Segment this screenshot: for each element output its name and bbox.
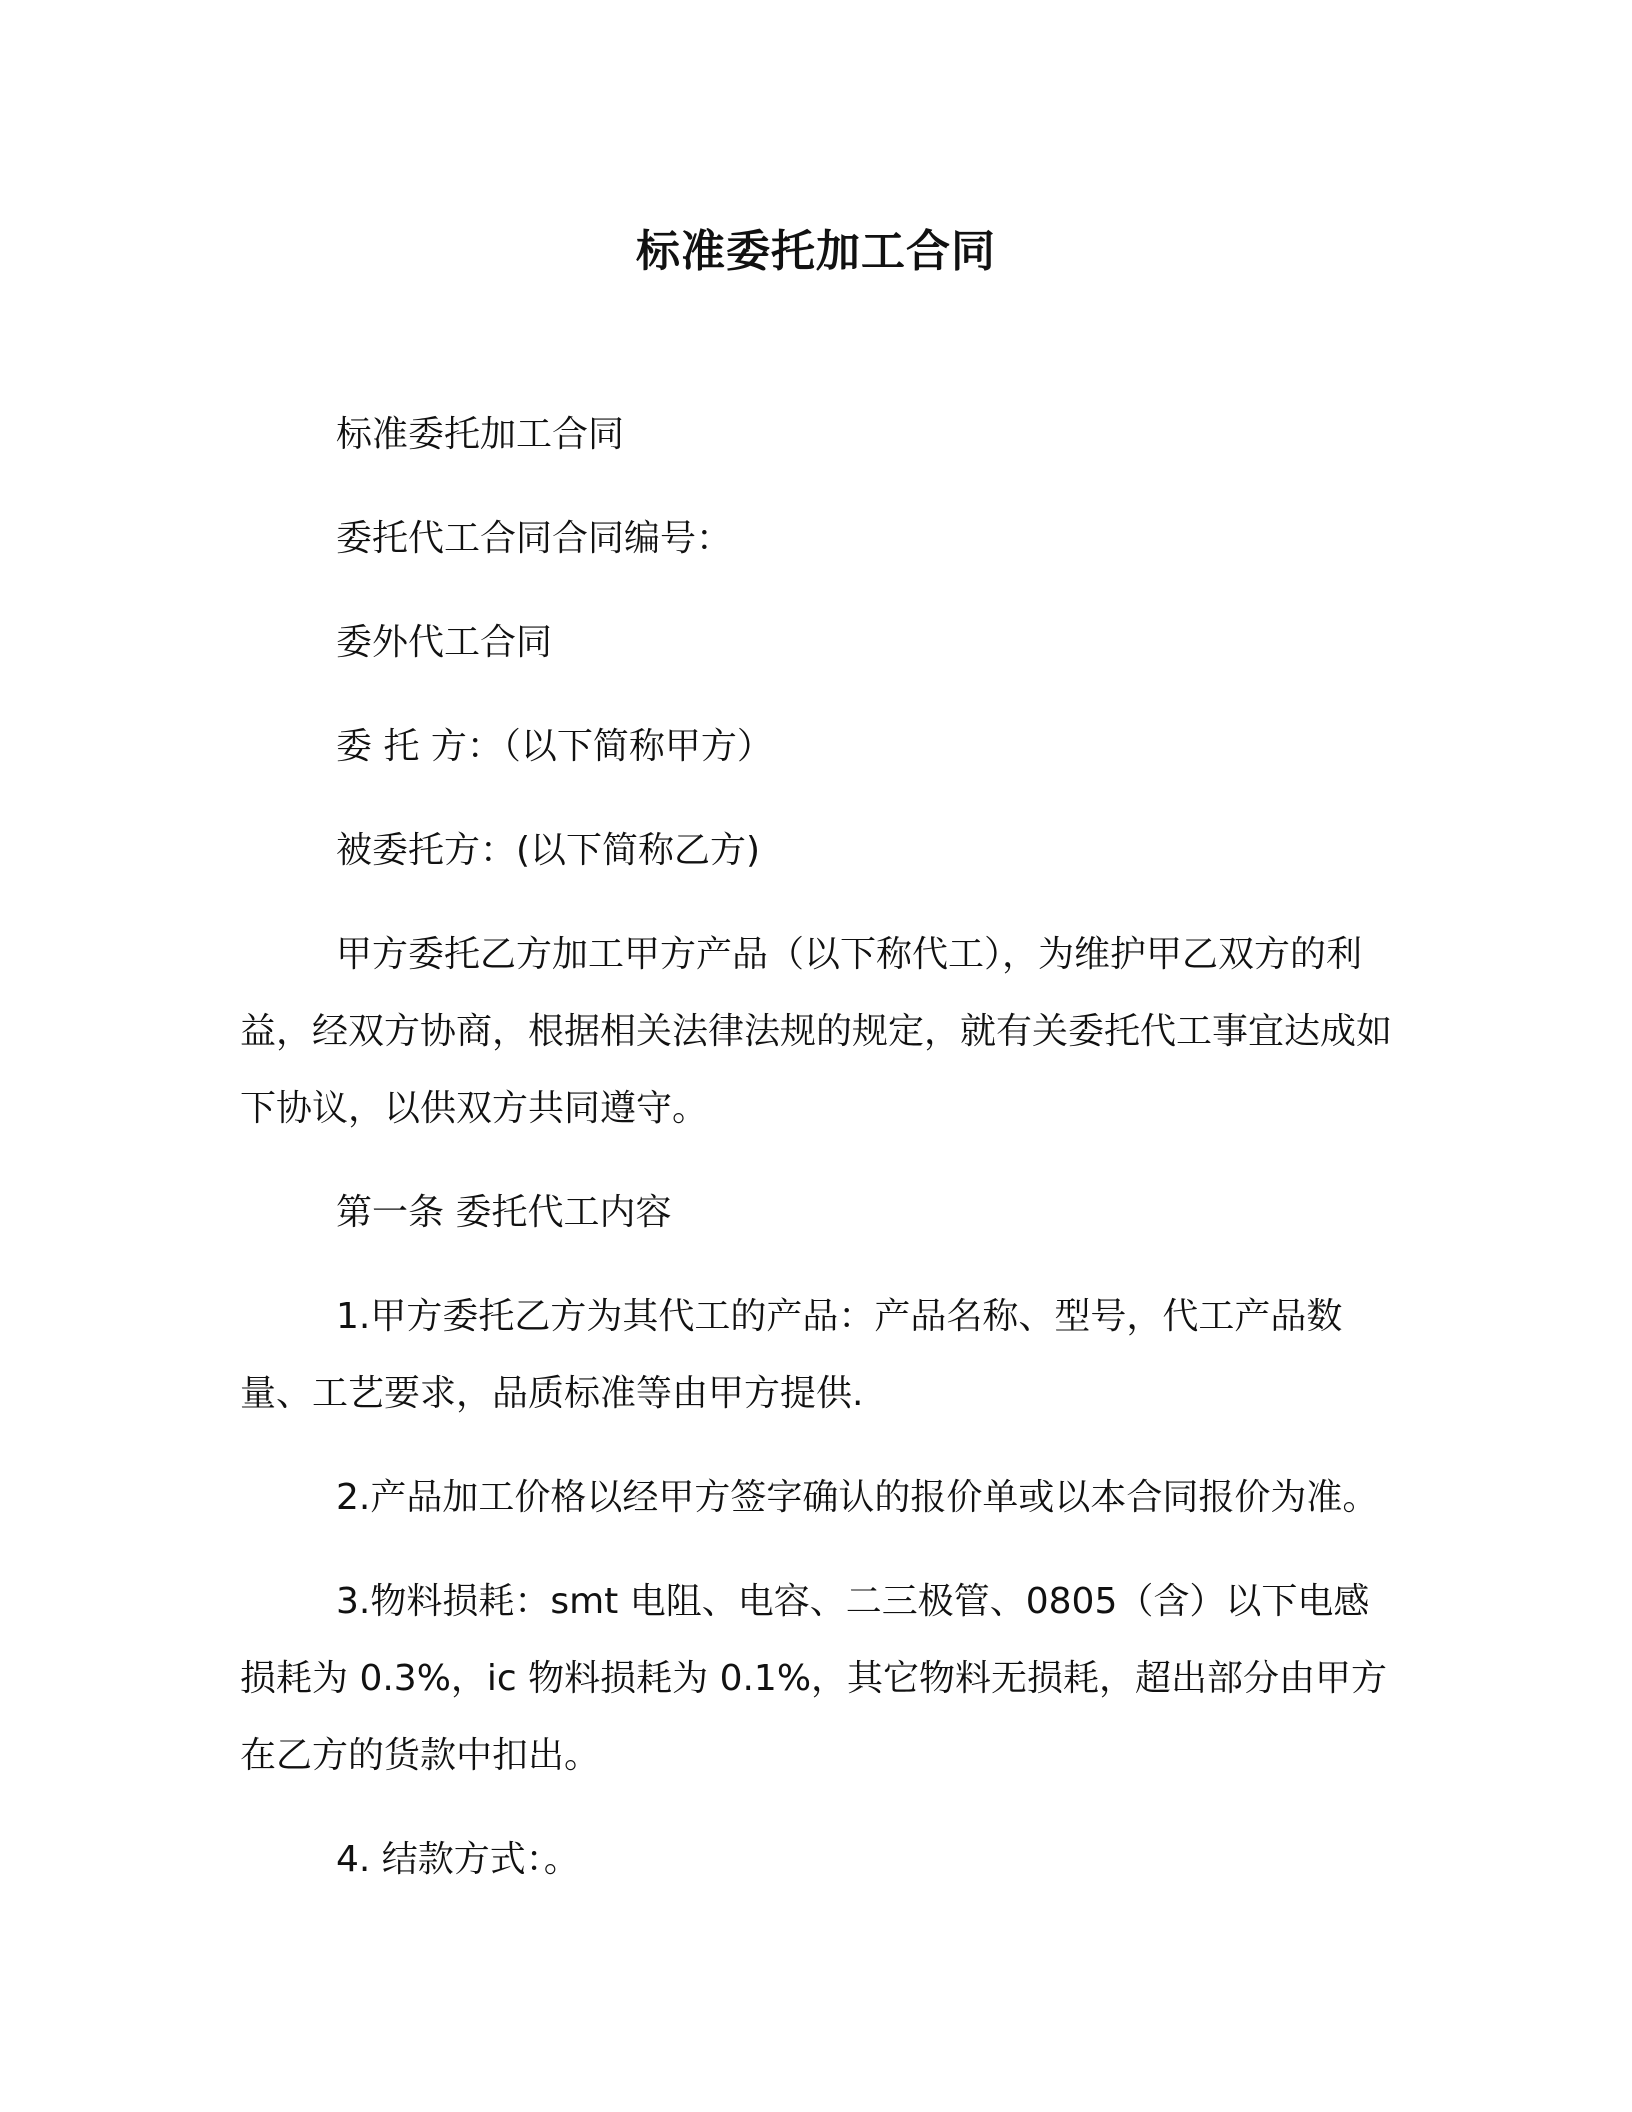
- paragraph-clause-1: 1.甲方委托乙方为其代工的产品：产品名称、型号，代工产品数量、工艺要求，品质标准等由甲方提供.: [240, 1296, 1343, 1414]
- paragraph-clause-4: 4. 结款方式：。: [336, 1839, 580, 1880]
- paragraph-outsourcing: 委外代工合同: [336, 622, 553, 663]
- document-body: [240, 396, 1392, 1925]
- paragraph-contract-number: 委托代工合同合同编号：: [336, 518, 733, 559]
- paragraph-article-1-heading: 第一条 委托代工内容: [336, 1192, 672, 1233]
- paragraph-clause-2: 2.产品加工价格以经甲方签字确认的报价单或以本合同报价为准。: [336, 1477, 1379, 1518]
- paragraph-heading-repeat: 标准委托加工合同: [336, 414, 625, 455]
- paragraph-clause-3: 3.物料损耗：smt 电阻、电容、二三极管、0805（含）以下电感损耗为 0.3%，ic 物料损耗为 0.1%，其它物料无损耗，超出部分由甲方在乙方的货款中扣出。: [240, 1581, 1388, 1776]
- paragraph-party-a: 委 托 方：（以下简称甲方）: [336, 726, 773, 767]
- paragraph-preamble: 甲方委托乙方加工甲方产品（以下称代工），为维护甲乙双方的利益，经双方协商，根据相关法律法规的规定，就有关委托代工事宜达成如下协议，以供双方共同遵守。: [240, 934, 1393, 1129]
- document-title: 标准委托加工合同: [636, 226, 996, 277]
- paragraph-party-b: 被委托方：(以下简称乙方): [336, 830, 761, 871]
